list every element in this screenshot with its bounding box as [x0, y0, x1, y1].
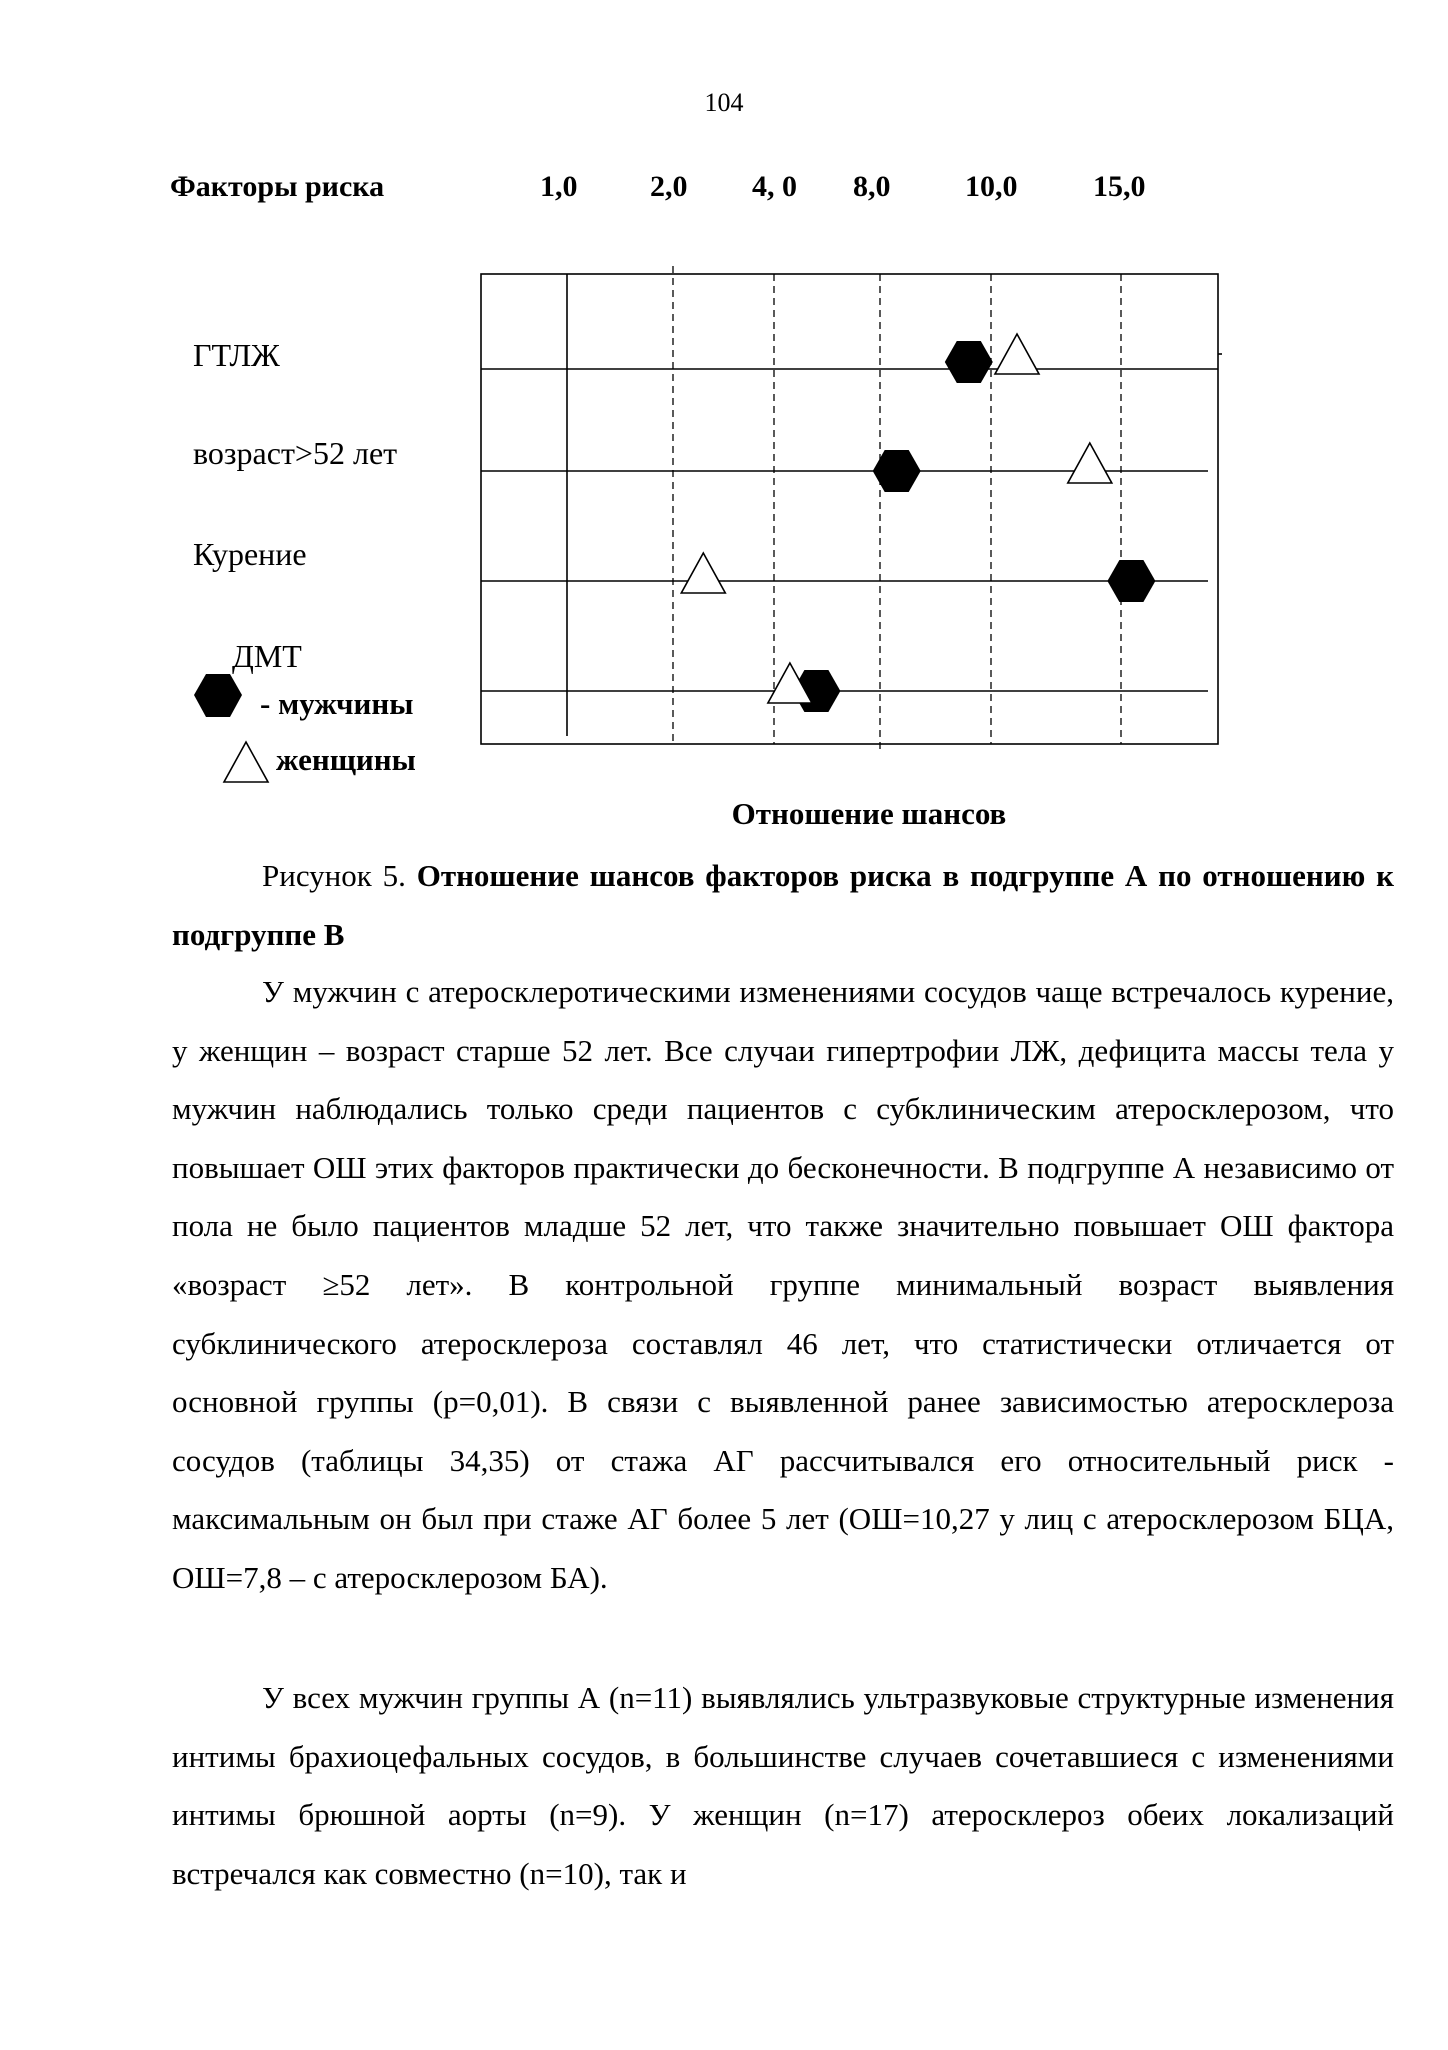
x-tick-label: 1,0: [540, 170, 578, 203]
x-tick-label: 10,0: [965, 170, 1018, 203]
legend-women-label: женщины: [276, 742, 416, 777]
figure-caption: [172, 847, 1394, 964]
row-label-smoking: Курение: [193, 536, 307, 572]
women-marker: [681, 553, 725, 593]
women-marker: [995, 334, 1039, 374]
figure-header: Факторы риска: [170, 170, 385, 203]
x-tick-label: 4, 0: [752, 170, 797, 203]
x-tick-label: 8,0: [853, 170, 891, 203]
x-tick-label: 2,0: [650, 170, 688, 203]
page-number: 104: [704, 88, 744, 117]
row-label-age: возраст>52 лет: [193, 435, 398, 471]
men-marker: [945, 341, 993, 383]
legend-men-label: - мужчины: [260, 686, 414, 721]
caption-prefix: Рисунок 5.: [262, 858, 417, 893]
row-label-dmt: ДМТ: [232, 638, 302, 674]
plot-frame: [481, 274, 1218, 744]
women-marker: [1068, 443, 1112, 483]
men-marker: [1107, 560, 1155, 602]
x-axis-label: Отношение шансов: [731, 796, 1007, 831]
row-label-gtlzh: ГТЛЖ: [193, 337, 280, 373]
caption-title: Отношение шансов факторов риска в подгруппе А по отношению к подгруппе В: [172, 858, 1394, 952]
legend-hexagon-icon: [194, 674, 242, 717]
body-paragraph: У мужчин с атеросклеротическими изменениями сосудов чаще встречалось курение, у женщин – возраст старше 52 лет. Все случаи гипертрофии ЛЖ, дефицита массы тела у мужчин наблюдались только среди пациентов с субклиническим атеросклерозом, что повышает ОШ этих факторов практически до бесконечности. В подгруппе А независимо от пола не было пациентов младше 52 лет, что также значительно повышает ОШ фактора «возраст ≥52 лет». В контрольной группе минимальный возраст выявления субклинического атеросклероза составлял 46 лет, что статистически отличается от основной группы (р=0,01). В связи с выявленной ранее зависимостью атеросклероза сосудов (таблицы 34,35) от стажа АГ рассчитывался его относительный риск - максимальным он был при стаже АГ более 5 лет (ОШ=10,27 у лиц с атеросклерозом БЦА, ОШ=7,8 – с атеросклерозом БА).: [172, 974, 1394, 1595]
body-paragraph: У всех мужчин группы А (n=11) выявлялись ультразвуковые структурные изменения интимы брахиоцефальных сосудов, в большинстве случаев сочетавшиеся с изменениями интимы брюшной аорты (n=9). У женщин (n=17) атеросклероз обеих локализаций встречался как совместно (n=10), так и: [172, 1680, 1394, 1891]
legend-triangle-icon: [224, 742, 268, 782]
odds-ratio-plot: [0, 0, 1448, 800]
x-tick-label: 15,0: [1093, 170, 1146, 203]
